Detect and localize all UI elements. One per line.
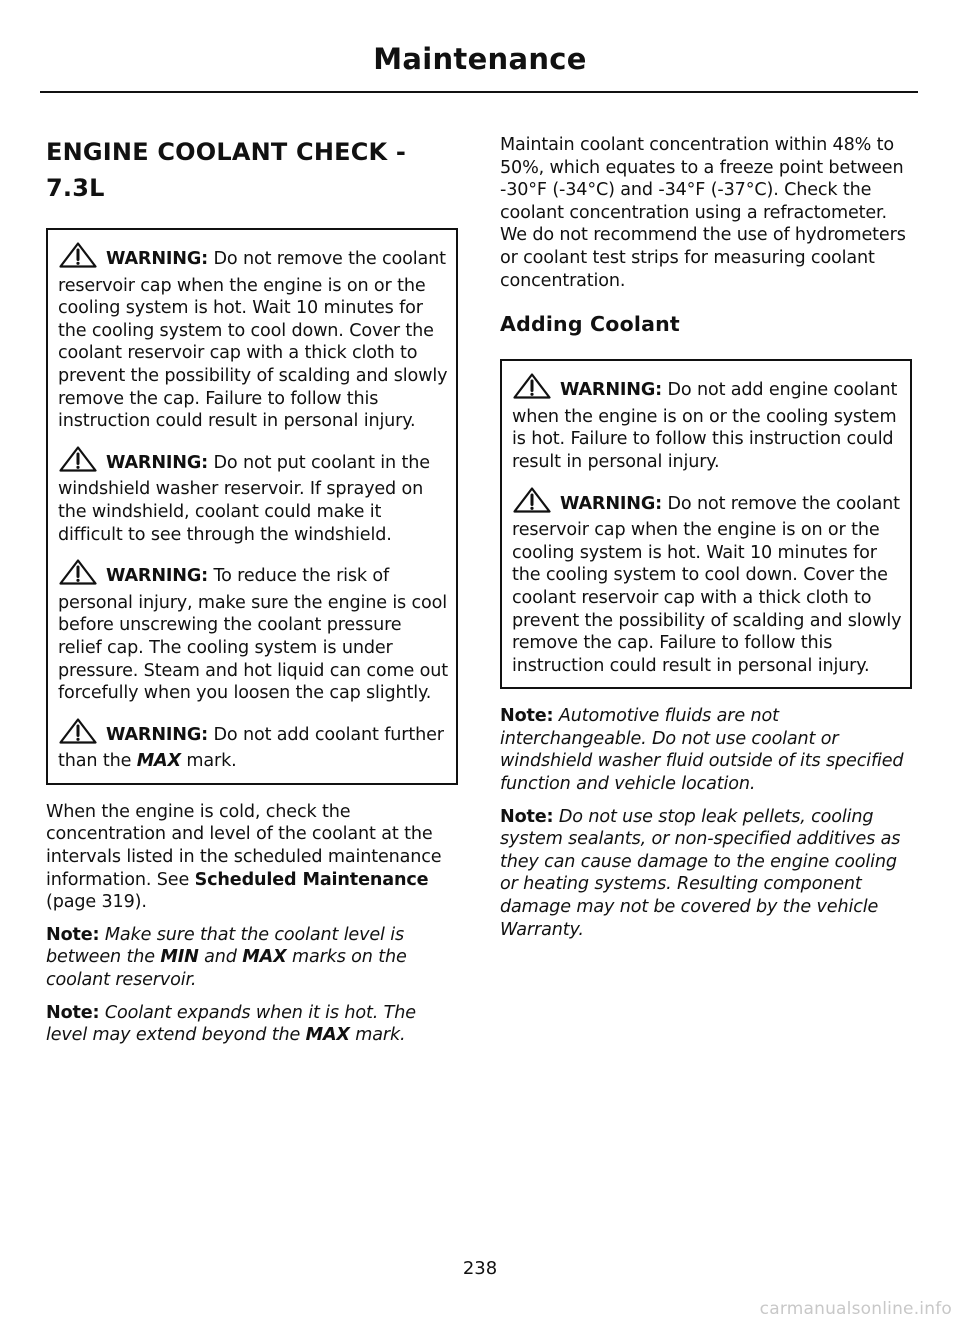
warning-text: To reduce the risk of personal injury, make sure the engine is cool before unscrewing the coolant pressure relief cap. The cooling system is under pressure. Steam and hot liquid can come out forcefully when you loosen the cap slightly. <box>58 566 448 704</box>
warning-label: WARNING: <box>560 493 663 514</box>
warning-label: WARNING: <box>106 249 209 269</box>
page-number: 238 <box>462 1258 498 1279</box>
warning-text: Do not add coolant further than the <box>58 724 444 772</box>
note-text: Make sure that the coolant level is between the <box>46 924 404 968</box>
max-mark-label: MAX <box>136 751 181 772</box>
note-text-end: mark. <box>355 1025 406 1046</box>
max-mark-label: MAX <box>242 947 287 968</box>
note-label: Note: <box>46 924 100 945</box>
note-text: Automotive fluids are not interchangeable. Do not use coolant or windshield washer fluid outside of its specified function and vehicle location. <box>500 706 904 795</box>
note <box>500 705 912 795</box>
warning-item <box>58 559 448 705</box>
warning-label: WARNING: <box>560 380 663 401</box>
warning-triangle-icon <box>59 242 97 275</box>
warning-triangle-icon <box>513 373 551 406</box>
note-text-and: and <box>204 947 237 968</box>
body-paragraph: Maintain coolant concentration within 48% to 50%, which equates to a freeze point between -30°F (-34°C) and -34°F (-37°C). Check the coolant concentration using a refractometer. We do not recommend the use of hydrometers or coolant test strips for measuring coolant concentration. <box>500 135 906 291</box>
warning-triangle-icon <box>59 559 97 592</box>
warning-triangle-icon <box>59 446 97 479</box>
note-label: Note: <box>46 1002 100 1023</box>
cross-reference-link[interactable]: Scheduled Maintenance <box>194 869 429 890</box>
warning-label: WARNING: <box>106 452 209 473</box>
warning-item <box>512 373 902 473</box>
note <box>46 1002 458 1047</box>
section-title-line1: ENGINE COOLANT CHECK - <box>46 138 407 166</box>
note-label: Note: <box>500 706 554 727</box>
page-reference: (page 319). <box>46 892 147 913</box>
warning-box <box>500 359 912 689</box>
warning-item <box>58 718 448 773</box>
subsection-title: Adding Coolant <box>500 312 680 337</box>
warning-triangle-icon <box>59 718 97 751</box>
header-divider <box>40 91 918 93</box>
warning-triangle-icon <box>513 487 551 520</box>
right-column <box>500 134 912 951</box>
note <box>500 806 912 942</box>
watermark: carmanualsonline.info <box>759 1299 952 1319</box>
note-label: Note: <box>500 806 554 827</box>
warning-label: WARNING: <box>106 724 209 745</box>
max-mark-label: MAX <box>305 1025 350 1046</box>
note-text-end: marks on the coolant reservoir. <box>46 947 407 991</box>
left-column <box>46 134 458 1057</box>
paragraph-text: When the engine is cold, check the concentration and level of the coolant at the intervals listed in the scheduled maintenance information. See <box>46 801 442 890</box>
page-header-title: Maintenance <box>373 42 587 76</box>
warning-item <box>58 242 448 433</box>
note <box>46 924 458 992</box>
warning-text: Do not remove the coolant reservoir cap when the engine is on or the cooling system is hot. Wait 10 minutes for the cooling system to cool down. Cover the coolant reservoir cap with a thick cloth to prevent the possibility of scalding and slowly remove the cap. Failure to follow this instruction could result in personal injury. <box>58 249 448 432</box>
body-paragraph <box>46 801 458 914</box>
warning-text: Do not remove the coolant reservoir cap when the engine is on or the cooling system is hot. Wait 10 minutes for the cooling system to cool down. Cover the coolant reservoir cap with a thick cloth to prevent the possibility of scalding and slowly remove the cap. Failure to follow this instruction could result in personal injury. <box>512 493 902 676</box>
warning-text: Do not add engine coolant when the engine is on or the cooling system is hot. Failure to follow this instruction could result in personal injury. <box>512 380 898 472</box>
section-title <box>46 134 458 206</box>
warning-text-end: mark. <box>186 751 237 772</box>
warning-item <box>512 487 902 678</box>
note-text: Do not use stop leak pellets, cooling system sealants, or non-specified additives as they can cause damage to the engine cooling or heating systems. Resulting component damage may not be covered by the vehicle Warranty. <box>500 806 901 940</box>
warning-item <box>58 446 448 546</box>
note-text: Coolant expands when it is hot. The level may extend beyond the <box>46 1002 416 1046</box>
min-mark-label: MIN <box>160 947 199 968</box>
warning-label: WARNING: <box>106 566 209 587</box>
warning-box <box>46 228 458 785</box>
warning-text: Do not put coolant in the windshield washer reservoir. If sprayed on the windshield, coolant could make it difficult to see through the windshield. <box>58 452 430 545</box>
section-title-line2: 7.3L <box>46 174 105 202</box>
